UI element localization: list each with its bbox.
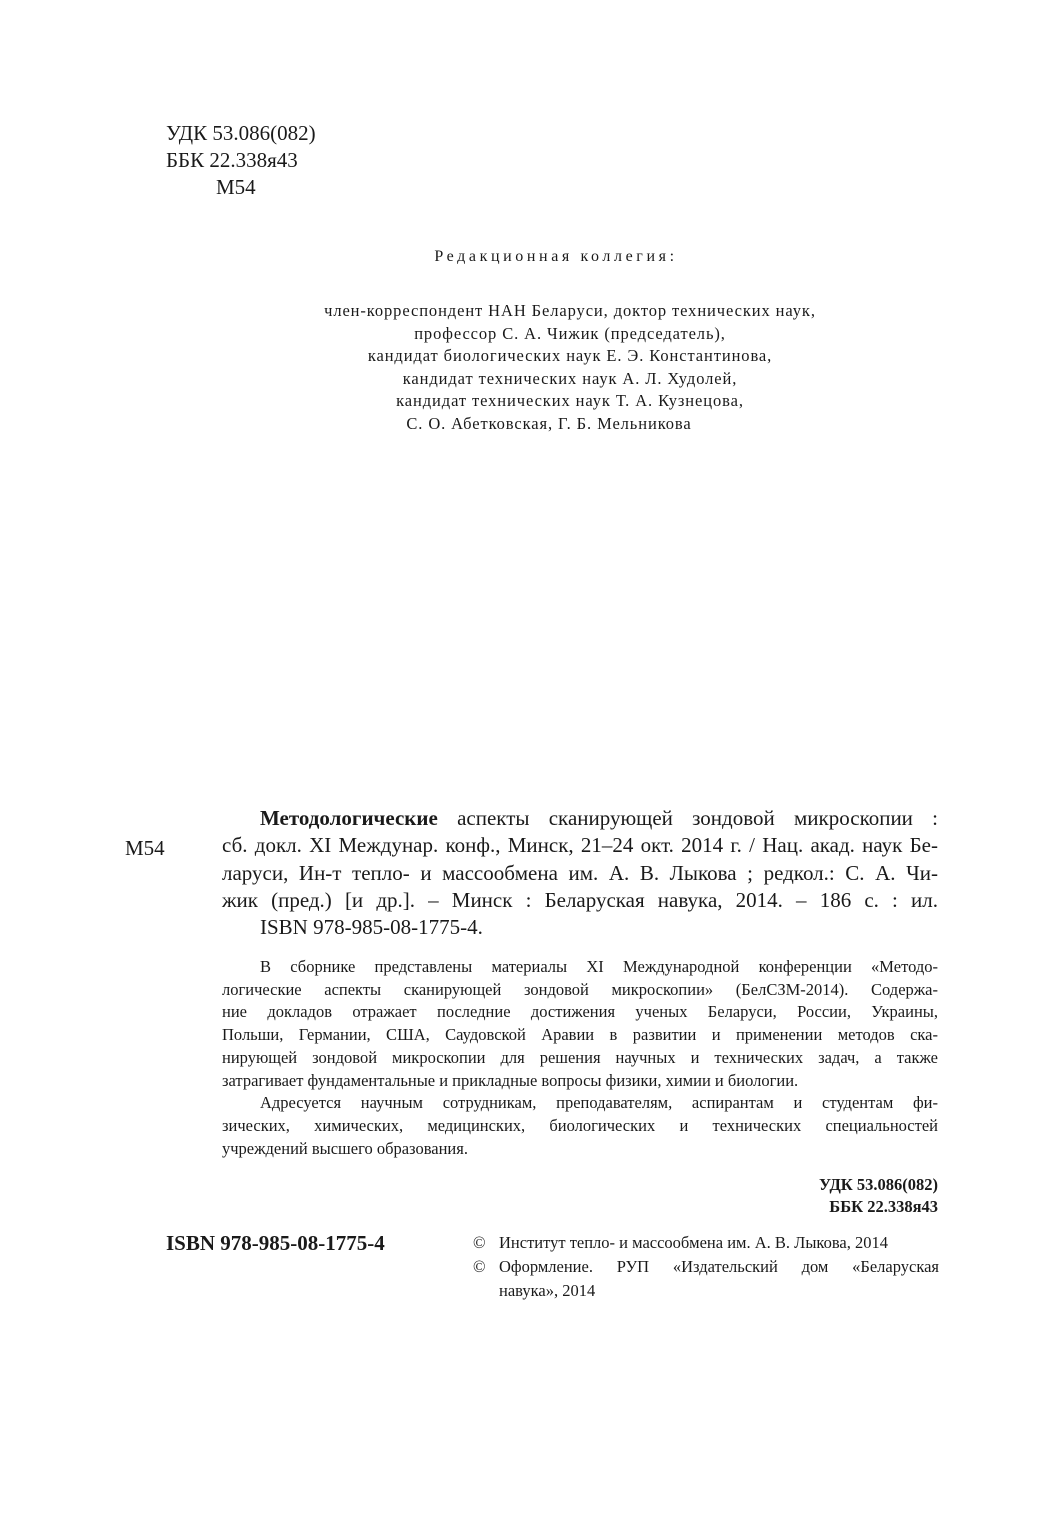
cutter-code: М54 [216, 175, 256, 199]
copyright-icon: © [473, 1257, 486, 1276]
board-member: кандидат технических наук А. Л. Худолей, [402, 368, 738, 388]
copyright-text: Оформление. РУП «Издательский дом «Беларуская [499, 1257, 939, 1276]
abstract-line: Польши, Германии, США, Саудовской Аравии в развитии и применении методов ска- [222, 1025, 938, 1045]
biblio-line [222, 805, 938, 832]
board-member: член-корреспондент НАН Беларуси, доктор технических наук, [324, 301, 816, 320]
abstract-line: логические аспекты сканирующей зондовой микроскопии» (БелСЗМ-2014). Содержа- [222, 979, 938, 999]
bbk-code-bold: ББК 22.338я43 [829, 1197, 938, 1216]
board-member: кандидат биологических наук Е. Э. Константинова, [367, 346, 773, 366]
board-member: профессор С. А. Чижик (председатель), [414, 323, 726, 343]
bottom-classification [819, 1174, 938, 1218]
abstract-line: зических, химических, медицинских, биологических и технических специальностей [222, 1115, 938, 1135]
abstract-line: нирующей зондовой микроскопии для решения научных и технических задач, а также [222, 1047, 938, 1067]
abstract-line: ние докладов отражает последние достижения ученых Беларуси, России, Украины, [222, 1002, 938, 1022]
abstract-line: В сборнике представлены материалы XI Международной конференции «Методо- [260, 957, 938, 976]
title-rest: аспекты сканирующей зондовой микроскопии : [437, 806, 938, 830]
title-bold: Методологические [260, 806, 438, 830]
copyright-row [473, 1255, 939, 1279]
copyright-icon: © [473, 1233, 486, 1252]
udk-code: УДК 53.086(082) [166, 121, 316, 145]
board-member: С. О. Абетковская, Г. Б. Мельникова [406, 413, 692, 433]
catalog-cutter: М54 [125, 836, 165, 860]
copyright-text: Институт тепло- и массообмена им. А. В. Лыкова, 2014 [499, 1233, 888, 1252]
biblio-line: сб. докл. XI Междунар. конф., Минск, 21–24 окт. 2014 г. / Нац. акад. наук Бе- [222, 833, 938, 858]
abstract-line: учреждений высшего образования. [222, 1138, 468, 1158]
bibliographic-record [222, 805, 938, 941]
abstract-line: затрагивает фундаментальные и прикладные вопросы физики, химии и биологии. [222, 1070, 799, 1090]
biblio-isbn: ISBN 978-985-08-1775-4. [260, 915, 483, 940]
udk-code-bold: УДК 53.086(082) [819, 1175, 938, 1194]
copyright-block [473, 1231, 939, 1303]
biblio-line: ларуси, Ин-т тепло- и массообмена им. А. В. Лыкова ; редкол.: С. А. Чи- [222, 860, 938, 885]
abstract [222, 956, 938, 1160]
copyright-row [473, 1231, 939, 1255]
editorial-board-heading: Редакционная коллегия: [434, 248, 678, 265]
editorial-board-list [0, 300, 1058, 436]
bbk-code: ББК 22.338я43 [166, 148, 298, 172]
top-classification [166, 120, 316, 201]
biblio-line: жик (пред.) [и др.]. – Минск : Беларуская навука, 2014. – 186 с. : ил. [222, 887, 938, 912]
abstract-line: Адресуется научным сотрудникам, преподавателям, аспирантам и студентам фи- [260, 1093, 938, 1113]
isbn-bold: ISBN 978-985-08-1775-4 [166, 1231, 385, 1255]
board-member: кандидат технических наук Т. А. Кузнецова, [396, 391, 744, 411]
copyright-text-continued: навука», 2014 [499, 1281, 596, 1300]
